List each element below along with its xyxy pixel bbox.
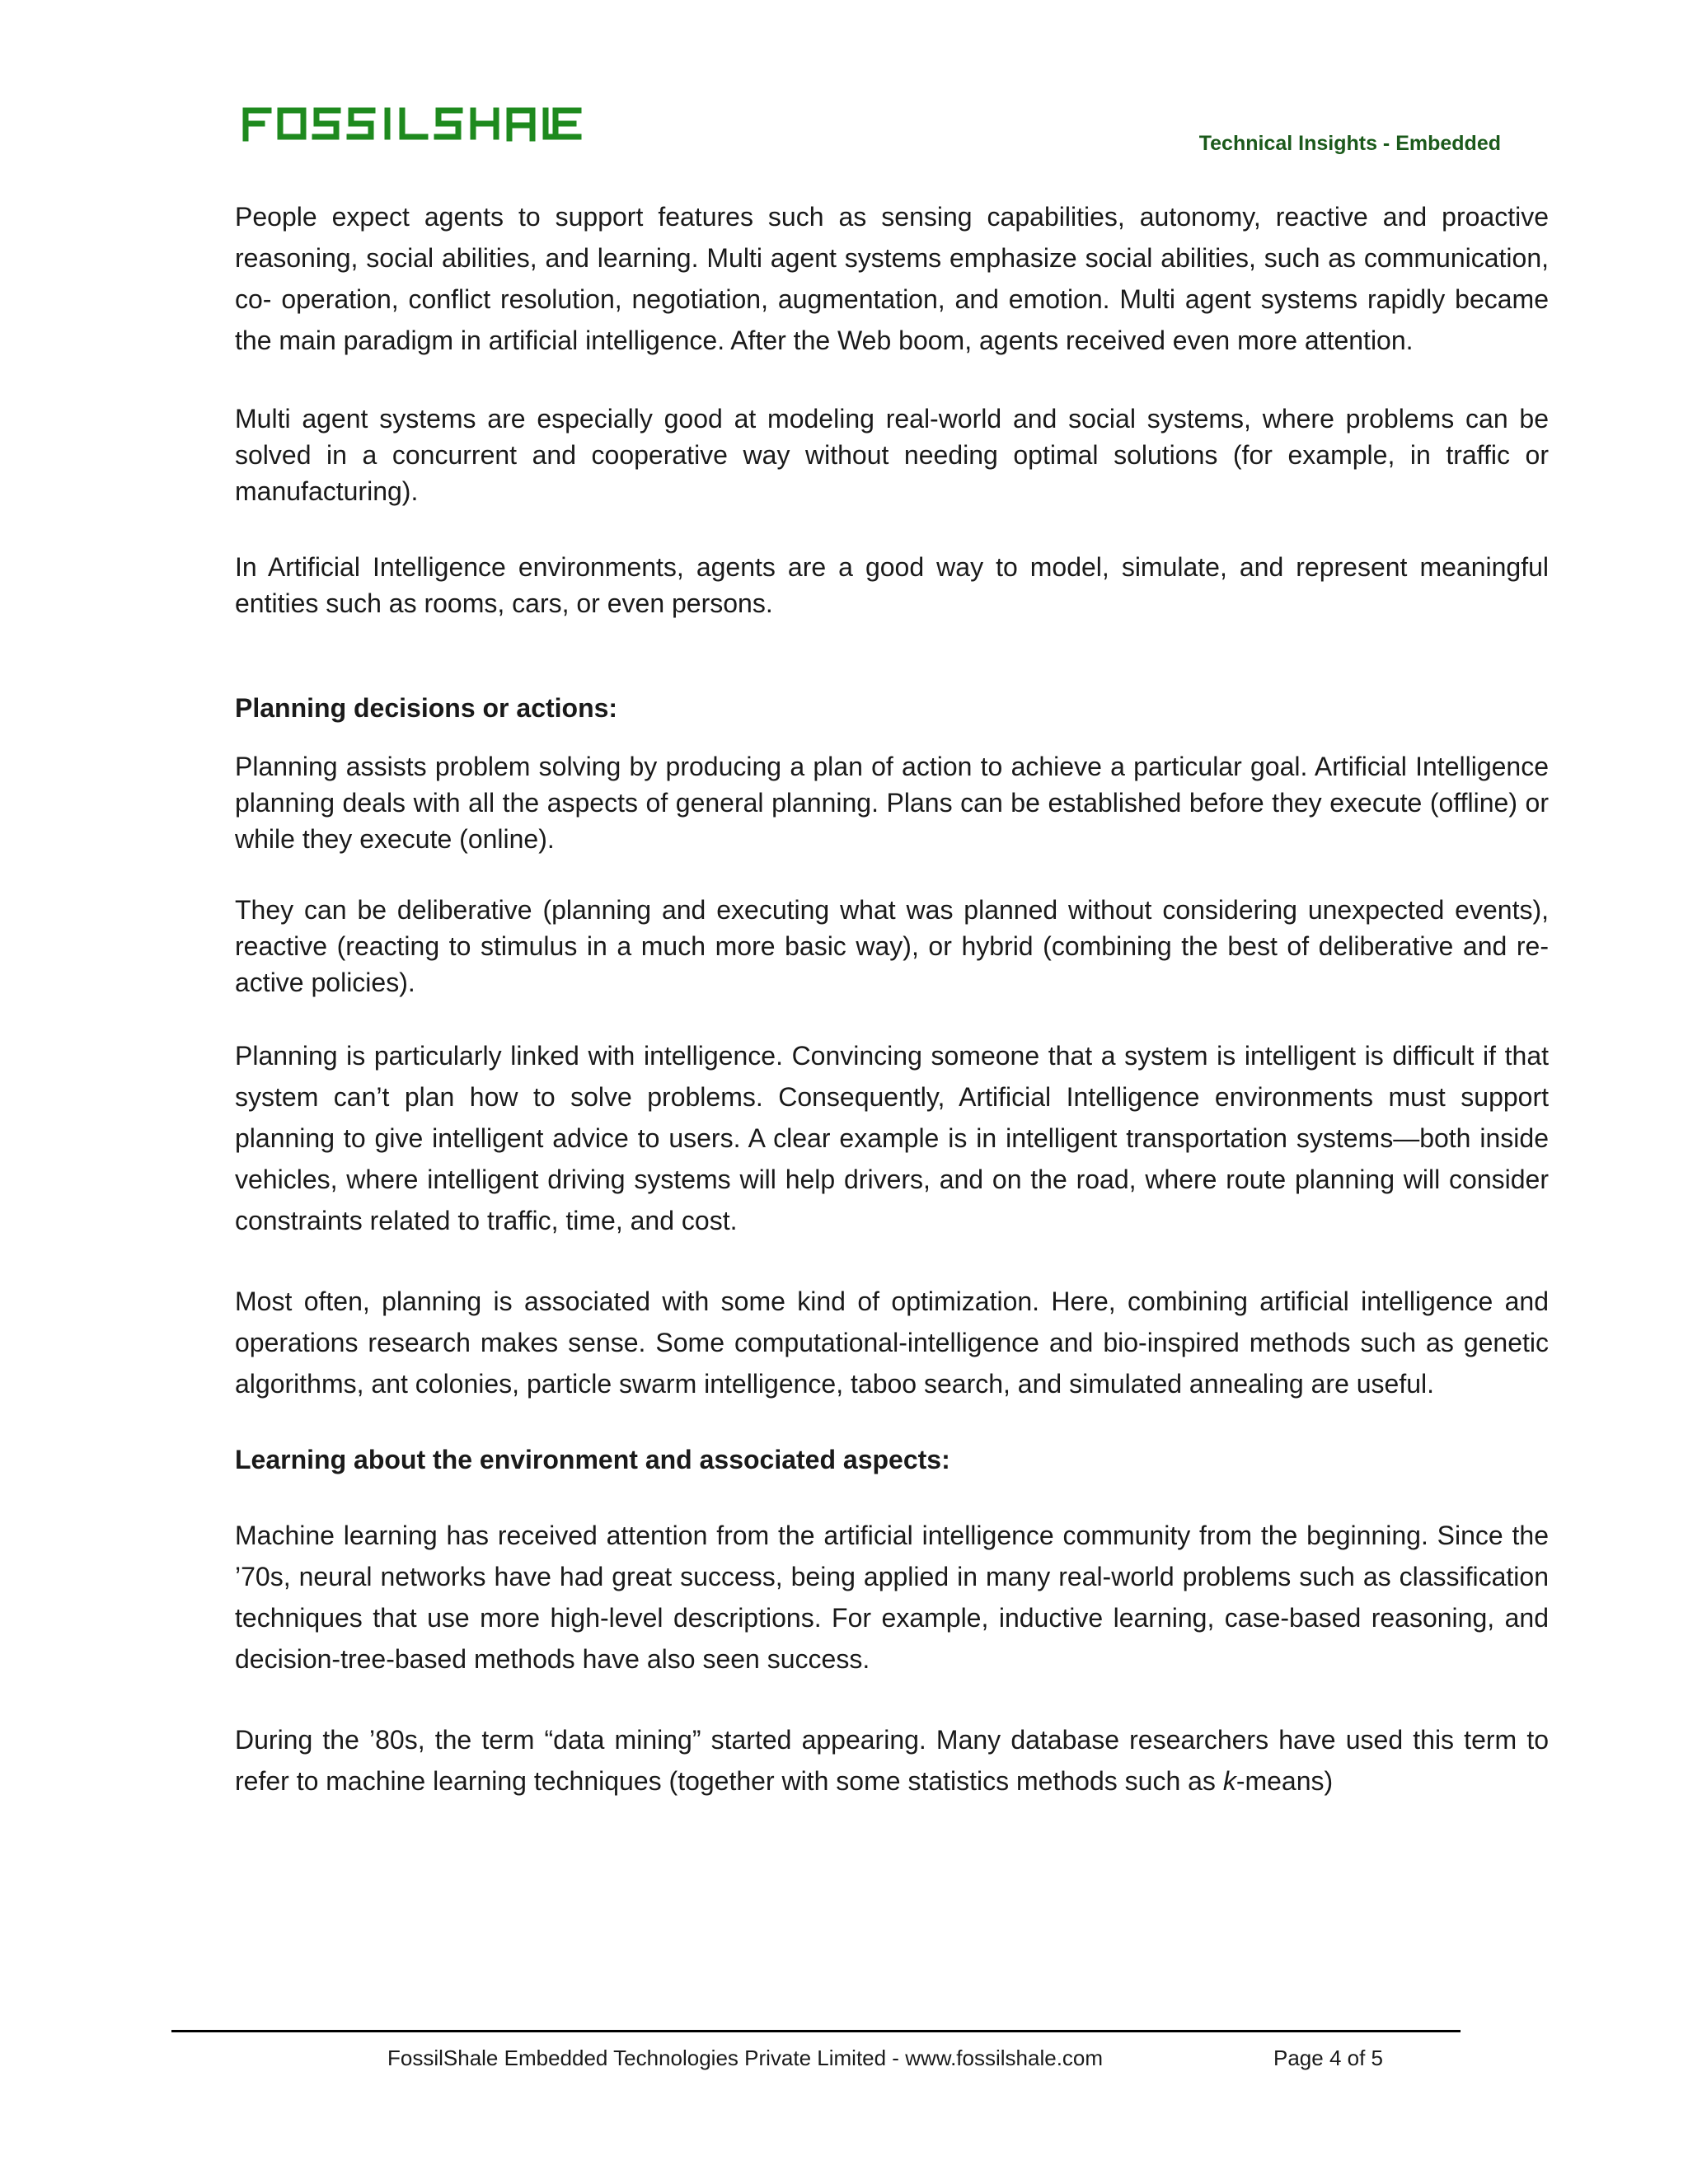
paragraph-planning-assists: Planning assists problem solving by producing a plan of action to achieve a particular goal. Artificial Intelligence planning deals with all the aspects of general planning. Plans can be established before they execute (offline) or while they execute (online). [235, 752, 1549, 854]
paragraph-deliberative: They can be deliberative (planning and executing what was planned without considering unexpected events), reactive (reacting to stimulus in a much more basic way), or hybrid (combining the best of deliberative and re- active policies). [235, 895, 1549, 997]
paragraph-optimization: Most often, planning is associated with some kind of optimization. Here, combining artificial intelligence and operations research makes sense. Some computational-intelligence and bio-inspired methods such as genetic algorithms, ant colonies, particle swarm intelligence, taboo search, and simulated annealing are useful. [235, 1286, 1549, 1399]
document-body [235, 196, 1549, 1802]
k-variable: k [1222, 1766, 1236, 1796]
heading-planning: Planning decisions or actions: [235, 693, 618, 723]
paragraph-data-mining [235, 1719, 1549, 1802]
paragraph-ai-environments: In Artificial Intelligence environments, agents are a good way to model, simulate, and represent meaningful entities such as rooms, cars, or even persons. [235, 552, 1549, 618]
paragraph-agents-features: People expect agents to support features such as sensing capabilities, autonomy, reactive and proactive reasoning, social abilities, and learning. Multi agent systems emphasize social abilities, such as communication, co- operation, conflict resolution, negotiation, augmentation, and emotion. Multi agent systems rapidly became the main paradigm in artificial intelligence. After the Web boom, agents received even more attention. [235, 202, 1549, 355]
paragraph-planning-intelligence: Planning is particularly linked with intelligence. Convincing someone that a system is intelligent is difficult if that system can’t plan how to solve problems. Consequently, Artificial Intelligence environments must support planning to give intelligent advice to users. A clear example is in intelligent transportation systems—both inside vehicles, where intelligent driving systems will help drivers, and on the road, where route planning will consider constraints related to traffic, time, and cost. [235, 1041, 1549, 1235]
footer-divider [171, 2030, 1461, 2032]
paragraph-machine-learning: Machine learning has received attention from the artificial intelligence community from the beginning. Since the ’70s, neural networks have had great success, being applied in many real-world problems such as classification techniques that use more high-level descriptions. For example, inductive learning, case-based reasoning, and decision-tree-based methods have also seen success. [235, 1521, 1549, 1674]
footer-company: FossilShale Embedded Technologies Private Limited - www.fossilshale.com [387, 2046, 1104, 2070]
section-title: Technical Insights - Embedded [1198, 132, 1501, 155]
fossilshale-logo [241, 105, 587, 142]
heading-learning: Learning about the environment and associated aspects: [235, 1445, 950, 1474]
logo-wordmark-graphic [241, 105, 587, 142]
footer-page-number: Page 4 of 5 [1273, 2046, 1383, 2070]
data-mining-text-start: During the ’80s, the term “data mining” started appearing. Many database researchers have used this term to refer to machine learning techniques (together with some statistics methods such as [235, 1725, 1549, 1796]
data-mining-text-end: -means) [1236, 1766, 1334, 1796]
paragraph-multi-agent-modeling: Multi agent systems are especially good at modeling real-world and social systems, where problems can be solved in a concurrent and cooperative way without needing optimal solutions (for example, in traffic or manufacturing). [235, 404, 1549, 506]
